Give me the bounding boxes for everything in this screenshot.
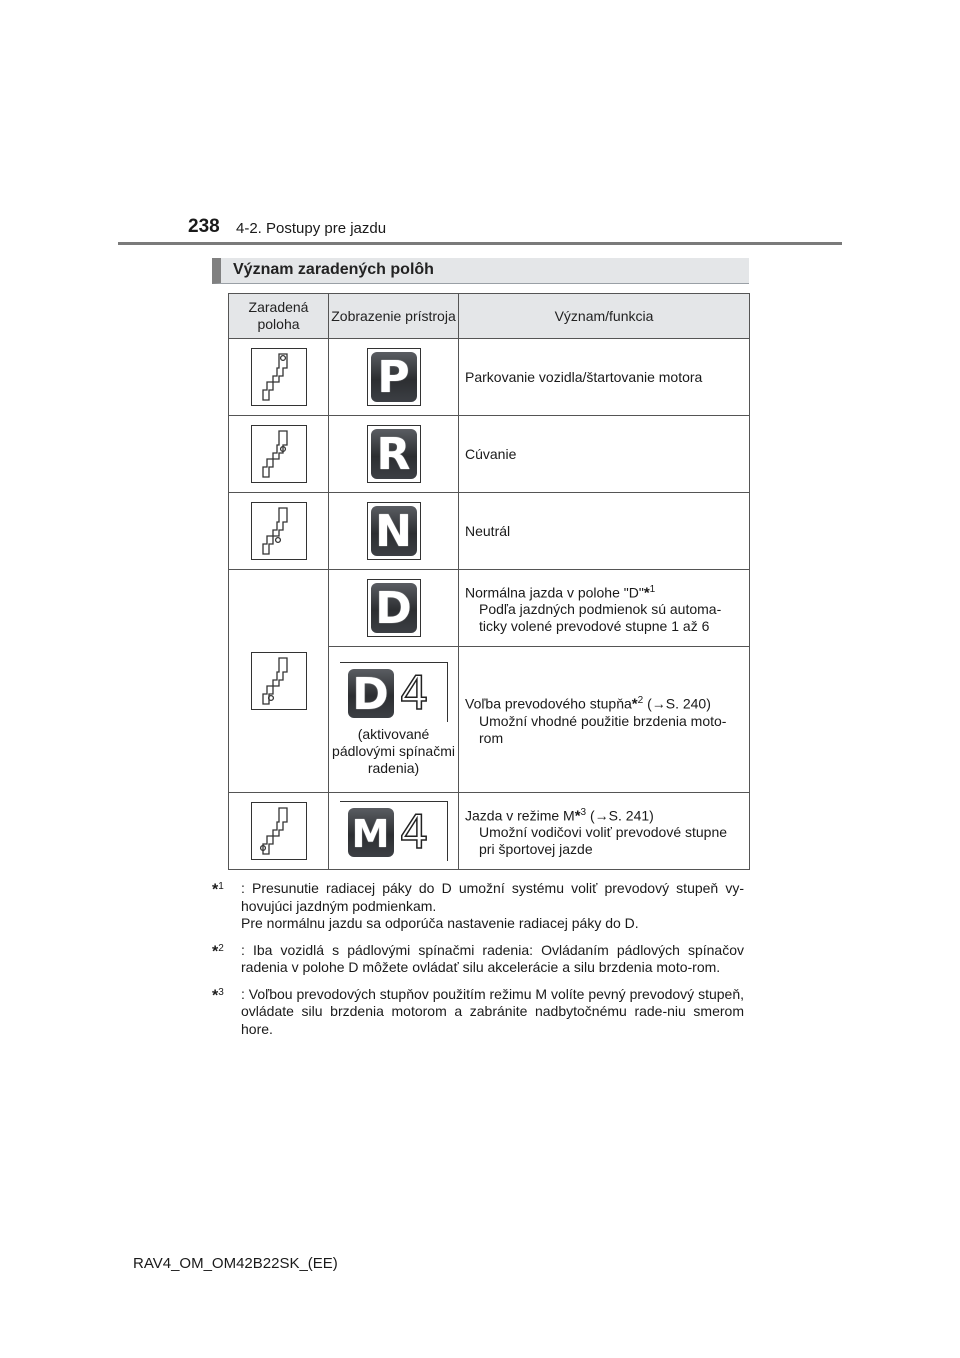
chapter-title: 4-2. Postupy pre jazdu [236, 220, 387, 237]
badge-caption: (aktivované pádlovými spínačmi radenia) [332, 726, 455, 776]
meter-display-cell [329, 416, 459, 493]
page-number: 238 [188, 216, 220, 237]
table-header-row [229, 294, 750, 339]
table-row [229, 570, 750, 647]
function-cell: Normálna jazda v polohe "D"*$^1$ Podľa jazdných podmienok sú automa-ticky volené prevodové stupne 1 až 6 [459, 570, 750, 647]
meter-display-cell [329, 339, 459, 416]
section-header [212, 258, 749, 284]
shift-gate-p-icon [251, 348, 307, 406]
column-header-function: Význam/funkcia [459, 294, 750, 339]
shift-gate-r-icon [251, 425, 307, 483]
gear-badge-p-icon: P [367, 348, 421, 406]
gear-badge-n-icon: N [367, 502, 421, 560]
shift-gate-d-icon [251, 652, 307, 710]
gear-badge-d4-icon: D 4 [340, 662, 448, 722]
footnotes [212, 880, 744, 1047]
gear-badge-r-icon: R [367, 425, 421, 483]
shift-gate-m-icon [251, 802, 307, 860]
shift-position-cell [229, 493, 329, 570]
meter-display-cell [329, 793, 459, 870]
function-cell: Jazda v režime M*$^3$ (→S. 241) Umožní vodičovi voliť prevodové stupne pri športovej jazde [459, 793, 750, 870]
gear-badge-m4-icon: M 4 [340, 801, 448, 861]
shift-position-cell [229, 570, 329, 793]
table-row [229, 493, 750, 570]
gear-badge-d-icon: D [367, 579, 421, 637]
shift-gate-n-icon [251, 502, 307, 560]
function-cell: Parkovanie vozidla/štartovanie motora [459, 339, 750, 416]
meter-display-cell [329, 647, 459, 793]
shift-position-cell [229, 339, 329, 416]
column-header-position: Zaradená poloha [229, 294, 329, 339]
function-cell: Voľba prevodového stupňa*$^2$ (→S. 240) Umožní vhodné použitie brzdenia moto-rom [459, 647, 750, 793]
table-row [229, 416, 750, 493]
header-rule [118, 242, 842, 245]
footnote: *$^2$ : Iba vozidlá s pádlovými spínačmi radenia: Ovládaním pádlových spínačov radenia v polohe D môžete ovládať silu akcelerácie a silu brzdenia moto-rom. [212, 941, 744, 975]
function-cell: Cúvanie [459, 416, 750, 493]
meter-display-cell [329, 570, 459, 647]
section-title: Význam zaradených polôh [233, 261, 434, 278]
table-row [229, 793, 750, 870]
document-code: RAV4_OM_OM42B22SK_(EE) [133, 1255, 338, 1272]
column-header-display: Zobrazenie prístroja [329, 294, 459, 339]
footnote: *$^1$ : Presunutie radiacej páky do D umožní systému voliť prevodový stupeň vy-hovujúci jazdným podmienkam. Pre normálnu jazdu sa odporúča nastavenie radiacej páky do D. [212, 880, 744, 931]
shift-position-cell [229, 793, 329, 870]
footnote: *$^3$ : Voľbou prevodových stupňov použitím režimu M volíte pevný prevodový stupeň, ovládate silu brzdenia motorom a zabránite nadbytočnému rade-niu smerom hore. [212, 985, 744, 1037]
shift-position-cell [229, 416, 329, 493]
function-cell: Neutrál [459, 493, 750, 570]
gear-positions-table [228, 293, 750, 870]
table-row [229, 339, 750, 416]
meter-display-cell [329, 493, 459, 570]
